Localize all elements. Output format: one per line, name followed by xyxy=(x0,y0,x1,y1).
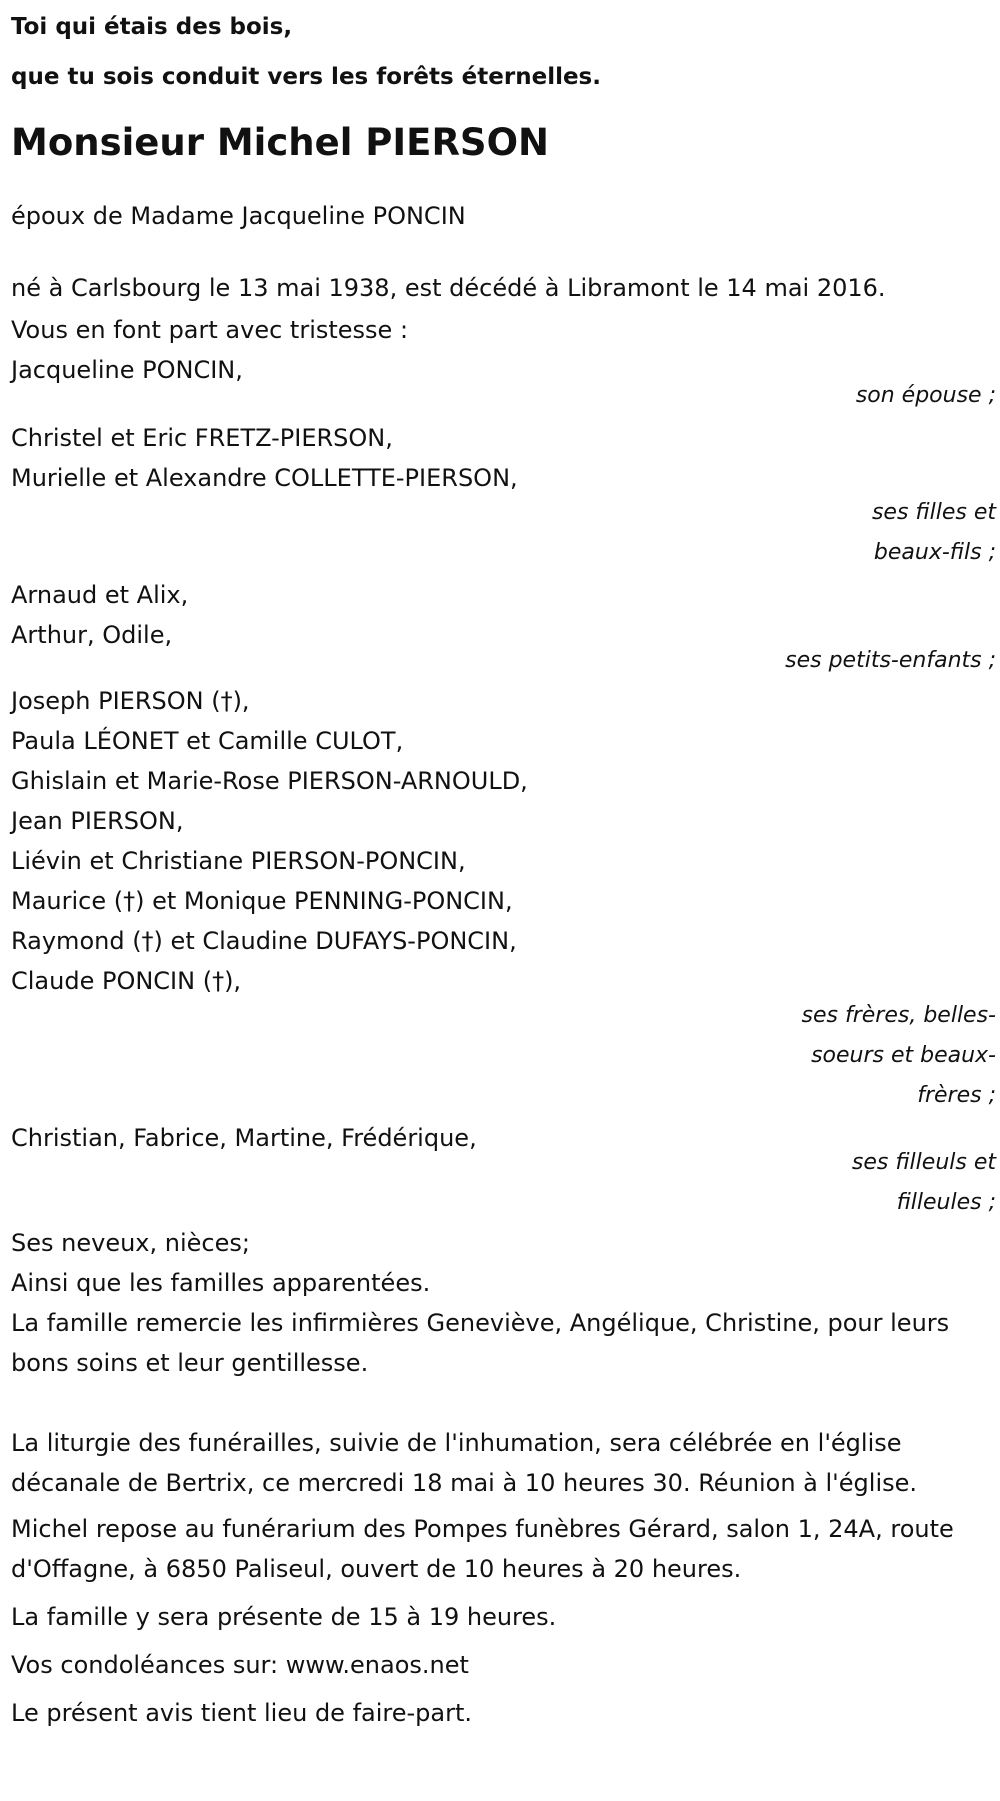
family-member-name: Paula LÉONET et Camille CULOT, xyxy=(11,727,404,755)
epigraph-line-1: Toi qui étais des bois, xyxy=(11,14,293,40)
relation-label: ses filles et beaux-fils ; xyxy=(871,500,996,565)
relation-label: ses filleuls et filleules ; xyxy=(851,1150,996,1215)
relation-label: ses frères, belles-soeurs et beaux-frères ; xyxy=(801,1003,996,1108)
epigraph-line-2: que tu sois conduit vers les forêts éternelles. xyxy=(11,64,601,90)
family-group-godchildren xyxy=(11,1118,996,1223)
intro-line: Vous en font part avec tristesse : xyxy=(11,316,409,344)
family-member-name: Christian, Fabrice, Martine, Frédérique, xyxy=(11,1124,477,1152)
liturgy-paragraph: La liturgie des funérailles, suivie de l'inhumation, sera célébrée en l'église décanale de Bertrix, ce mercredi 18 mai à 10 heures 30. Réunion à l'église. xyxy=(11,1429,918,1497)
family-group-daughters xyxy=(11,418,996,573)
family-member-name: Liévin et Christiane PIERSON-PONCIN, xyxy=(11,847,466,875)
funerarium-paragraph: Michel repose au funérarium des Pompes funèbres Gérard, salon 1, 24A, route d'Offagne, à 6850 Paliseul, ouvert de 10 heures à 20 heures. xyxy=(11,1515,954,1583)
birth-death-line: né à Carlsbourg le 13 mai 1938, est décédé à Libramont le 14 mai 2016. xyxy=(11,274,886,302)
families-line: Ainsi que les familles apparentées. xyxy=(11,1269,431,1297)
family-member-name: Murielle et Alexandre COLLETTE-PIERSON, xyxy=(11,464,518,492)
family-member-name: Christel et Eric FRETZ-PIERSON, xyxy=(11,424,393,452)
family-group-spouse xyxy=(11,350,996,416)
family-member-name: Arthur, Odile, xyxy=(11,621,173,649)
thanks-paragraph: La famille remercie les infirmières Geneviève, Angélique, Christine, pour leurs bons soins et leur gentillesse. xyxy=(11,1309,950,1377)
relation-label: son épouse ; xyxy=(855,383,996,408)
nephews-line: Ses neveux, nièces; xyxy=(11,1229,250,1257)
family-member-name: Claude PONCIN (†), xyxy=(11,967,242,995)
presence-line: La famille y sera présente de 15 à 19 heures. xyxy=(11,1603,557,1631)
family-member-name: Maurice (†) et Monique PENNING-PONCIN, xyxy=(11,887,513,915)
family-group-grandchildren xyxy=(11,575,996,681)
spouse-line: époux de Madame Jacqueline PONCIN xyxy=(11,202,466,230)
notice-line: Le présent avis tient lieu de faire-part. xyxy=(11,1699,473,1727)
relation-label: ses petits-enfants ; xyxy=(785,648,996,673)
deceased-name: Monsieur Michel PIERSON xyxy=(11,121,549,164)
family-member-name: Joseph PIERSON (†), xyxy=(11,687,250,715)
family-member-name: Jacqueline PONCIN, xyxy=(11,356,243,384)
family-member-name: Arnaud et Alix, xyxy=(11,581,189,609)
epigraph xyxy=(11,2,991,102)
condolences-line: Vos condoléances sur: www.enaos.net xyxy=(11,1651,469,1679)
family-member-name: Ghislain et Marie-Rose PIERSON-ARNOULD, xyxy=(11,767,528,795)
obituary-notice xyxy=(11,0,996,1733)
family-member-name: Jean PIERSON, xyxy=(11,807,184,835)
family-group-siblings xyxy=(11,681,996,1116)
family-member-name: Raymond (†) et Claudine DUFAYS-PONCIN, xyxy=(11,927,517,955)
